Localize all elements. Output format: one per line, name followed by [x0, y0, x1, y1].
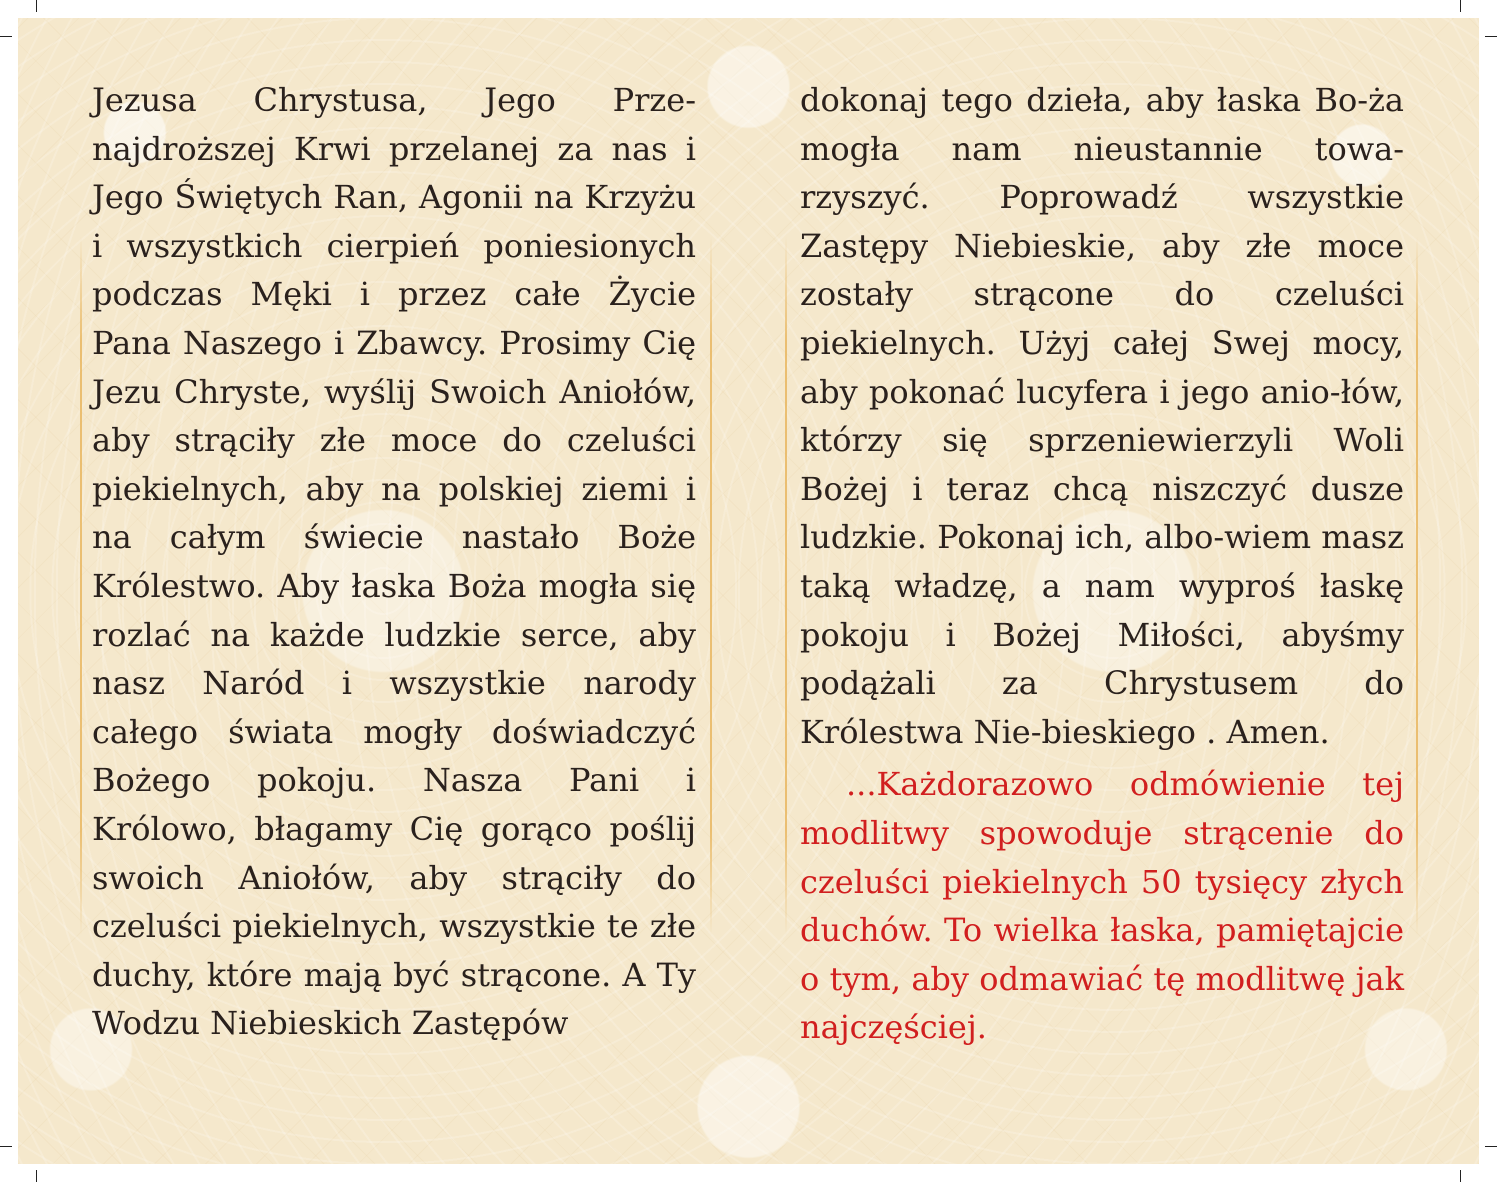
- left-prayer-text: Jezusa Chrystusa, Jego Prze-najdroższej Krwi przelanej za nas i Jego Świętych Ran, Agonii na Krzyżu i wszystkich cierpień poniesionych podczas Męki i przez całe Życie Pana Naszego i Zbawcy. Prosimy Cię Jezu Chryste, wyślij Swoich Aniołów, aby strąciły złe moce do czeluści piekielnych, aby na polskiej ziemi i na całym świecie nastało Boże Królestwo. Aby łaska Boża mogła się rozlać na każde ludzkie serce, aby nasz Naród i wszystkie narody całego świata mogły doświadczyć Bożego pokoju. Nasza Pani i Królowo, błagamy Cię gorąco poślij swoich Aniołów, aby strąciły do czeluści piekielnych, wszystkie te złe duchy, które mają być strącone. A Ty Wodzu Niebieskich Zastępów: [92, 81, 696, 1043]
- right-gold-rule: [1416, 236, 1418, 936]
- center-left-gold-rule: [710, 236, 712, 936]
- right-prayer-text: dokonaj tego dzieła, aby łaska Bo-ża mogła nam nieustannie towa-rzyszyć. Poprowadź wszystkie Zastępy Niebieskie, aby złe moce zostały strącone do czeluści piekielnych. Użyj całej Swej mocy, aby pokonać lucyfera i jego anio-łów, którzy się sprzeniewierzyli Woli Bożej i teraz chcą niszczyć dusze ludzkie. Pokonaj ich, albo-wiem masz taką władzę, a nam wyproś łaskę pokoju i Bożej Miłości, abyśmy podążali za Chrystusem do Królestwa Nie-bieskiego . Amen.: [800, 81, 1404, 751]
- crop-mark-bottom-right-v: [1460, 1170, 1461, 1182]
- left-text-column: [92, 76, 696, 1048]
- crop-mark-top-left-v: [36, 0, 37, 12]
- crop-mark-bottom-right-h: [1485, 1146, 1497, 1147]
- crop-mark-bottom-left-h: [0, 1146, 12, 1147]
- center-right-gold-rule: [785, 236, 787, 936]
- crop-mark-bottom-left-v: [36, 1170, 37, 1182]
- left-gold-rule: [80, 236, 82, 936]
- promise-note: ...Każdorazowo odmówienie tej modlitwy spowoduje strącenie do czeluści piekielnych 50 tysięcy złych duchów. To wielka łaska, pamiętajcie o tym, aby odmawiać tę modlitwę jak najczęściej.: [800, 765, 1404, 1047]
- crop-mark-top-left-h: [0, 36, 12, 37]
- crop-mark-top-right-v: [1460, 0, 1461, 12]
- crop-mark-top-right-h: [1485, 36, 1497, 37]
- right-text-column: [800, 76, 1404, 1052]
